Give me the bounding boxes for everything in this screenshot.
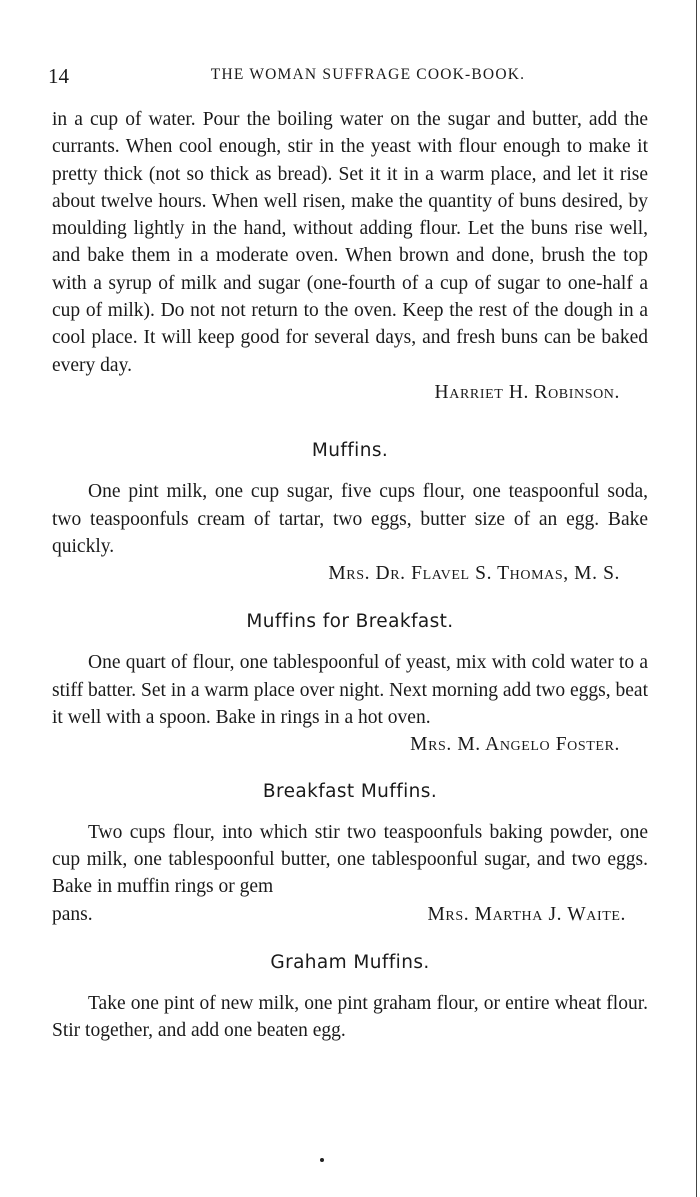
recipe-body-breakfast-muffins: Two cups flour, into which stir two teaspoonfuls baking powder, one cup milk, one tablespoonful butter, one tablespoonful sugar, and two eggs. Bake in muffin rings or gem bbox=[52, 821, 648, 898]
recipe-title-muffins: Muffins. bbox=[311, 440, 389, 462]
recipe-last-word: pans. bbox=[52, 903, 93, 925]
page-content bbox=[52, 106, 648, 1044]
page-edge-line bbox=[696, 0, 697, 1197]
recipe-body-muffins-for-breakfast: One quart of flour, one tablespoonful of yeast, mix with cold water to a stiff batter. Set in a warm place over night. Next morning add two eggs, beat it well with a spoon. Bake in rings in a hot oven. bbox=[52, 652, 648, 729]
recipe-title-breakfast-muffins: Breakfast Muffins. bbox=[262, 780, 438, 802]
recipe-signature: Mrs. Martha J. Waite. bbox=[427, 903, 626, 925]
continuation-paragraph: in a cup of water. Pour the boiling water on the sugar and butter, add the currants. When cool enough, stir in the yeast with flour enough to make it pretty thick (not so thick as bread). Set it it in a warm place, and let it rise about twelve hours. When well risen, make the quantity of buns desired, by moulding lightly in the hand, without adding flour. Let the buns rise well, and bake them in a moderate oven. When brown and done, brush the top with a syrup of milk and sugar (one-fourth of a cup of sugar to one-half a cup of milk). Do not not return to the oven. Keep the rest of the dough in a cool place. It will keep good for several days, and fresh buns can be baked every day. bbox=[52, 109, 648, 376]
recipe-last-line bbox=[52, 901, 648, 928]
page-header bbox=[48, 64, 648, 88]
recipe-title-graham-muffins: Graham Muffins. bbox=[270, 951, 430, 973]
recipe-body-graham-muffins: Take one pint of new milk, one pint graham flour, or entire wheat flour. Stir together, and add one beaten egg. bbox=[52, 992, 648, 1042]
recipe-signature: Mrs. M. Angelo Foster. bbox=[410, 734, 620, 756]
running-title: THE WOMAN SUFFRAGE COOK-BOOK. bbox=[210, 66, 526, 83]
recipe-body-muffins: One pint milk, one cup sugar, five cups flour, one teaspoonful soda, two teaspoonfuls cream of tartar, two eggs, butter size of an egg. Bake quickly. bbox=[52, 481, 648, 557]
print-speck bbox=[320, 1158, 324, 1162]
page-number: 14 bbox=[48, 64, 69, 88]
recipe-title-muffins-for-breakfast: Muffins for Breakfast. bbox=[246, 611, 454, 633]
recipe-signature: Mrs. Dr. Flavel S. Thomas, M. S. bbox=[328, 563, 620, 585]
recipe-signature: Harriet H. Robinson. bbox=[434, 381, 620, 403]
